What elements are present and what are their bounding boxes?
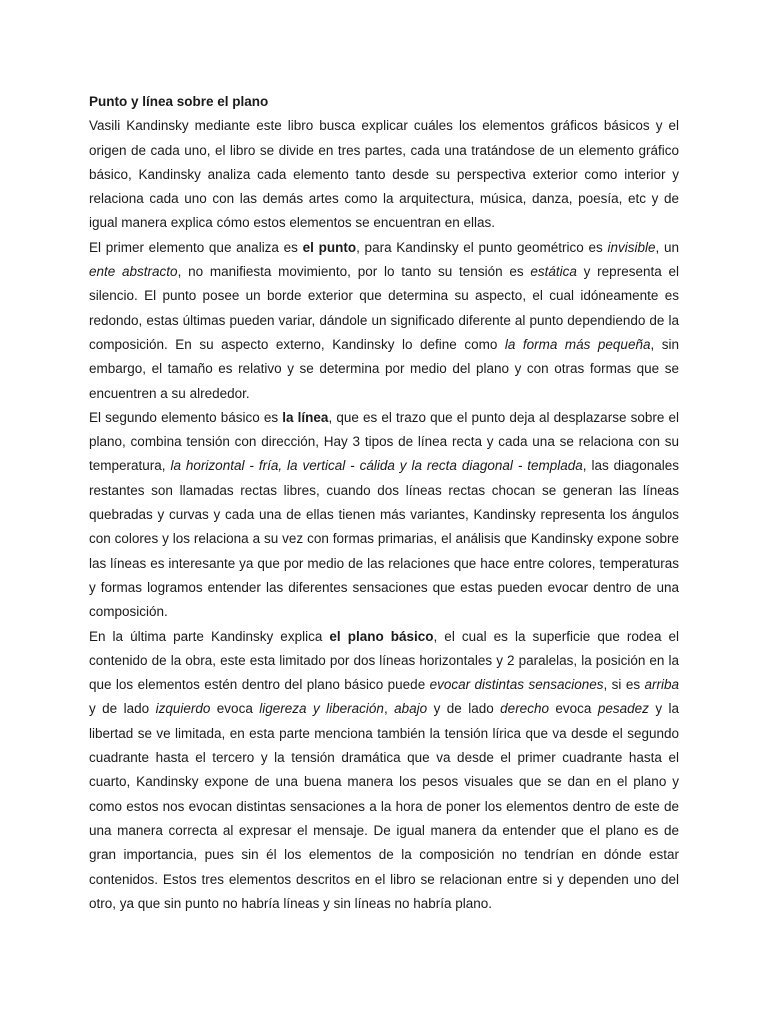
- text-run: , las diagonales restantes son llamadas rectas libres, cuando dos líneas rectas chocan se generan las líneas quebradas y curvas y cada una de ellas tienen más variantes, Kandinsky representa los ángulos con colores y los relaciona a su vez con formas primarias, el análisis que Kandinsky expone sobre las líneas es interesante ya que por medio de las relaciones que hace entre colores, temperaturas y formas logramos entender las diferentes sensaciones que estas pueden evocar dentro de una composición.: [89, 458, 679, 620]
- text-run: , sin embargo, el tamaño es relativo y se determina por medio del plano y con otras formas que se encuentren a su alrededor.: [89, 336, 679, 401]
- italic-phrase: abajo: [394, 701, 428, 717]
- paragraph-la-linea: [89, 406, 679, 625]
- paragraph-el-plano-basico: [89, 625, 679, 917]
- italic-phrase: derecho: [500, 701, 549, 717]
- document-page: [89, 90, 679, 916]
- bold-term: la línea: [282, 409, 329, 425]
- text-run: y de lado: [89, 701, 156, 717]
- italic-phrase: evocar distintas sensaciones: [429, 677, 604, 693]
- text-run: , si es: [603, 677, 645, 693]
- bold-term: el punto: [302, 239, 357, 255]
- text-run: Vasili Kandinsky mediante este libro busca explicar cuáles los elementos gráficos básicos y el origen de cada uno, el libro se divide en tres partes, cada una tratándose de un elemento gráfico básico, Kandinsky analiza cada elemento tanto desde su perspectiva exterior como interior y relaciona cada uno con las demás artes como la arquitectura, música, danza, poesía, etc y de igual manera explica cómo estos elementos se encuentran en ellas.: [89, 118, 679, 231]
- text-run: evoca: [210, 701, 260, 717]
- text-run: , para Kandinsky el punto geométrico es: [356, 239, 608, 255]
- italic-phrase: ente abstracto: [89, 264, 178, 280]
- text-run: y la libertad se ve limitada, en esta parte menciona también la tensión lírica que va desde el segundo cuadrante hasta el tercero y la tensión dramática que va desde el primer cuadrante hasta el cuarto, Kandinsky expone de una buena manera los pesos visuales que se dan en el plano y como estos nos evocan distintas sensaciones a la hora de poner los elementos dentro de este de una manera correcta al expresar el mensaje. De igual manera da entender que el plano es de gran importancia, pues sin él los elementos de la composición no tendrían en dónde estar contenidos. Estos tres elementos descritos en el libro se relacionan entre si y dependen uno del otro, ya que sin punto no habría líneas y sin líneas no habría plano.: [89, 701, 680, 911]
- italic-phrase: ligereza y liberación: [259, 701, 384, 717]
- text-run: , un: [655, 239, 679, 255]
- text-run: , el cual es la superficie que rodea el contenido de la obra, este esta limitado por dos líneas horizontales y 2 paralelas, la posición en la que los elementos estén dentro del plano básico puede: [89, 628, 679, 693]
- text-run: , que es el trazo que el punto deja al desplazarse sobre el plano, combina tensión con dirección, Hay 3 tipos de línea recta y cada una se relaciona con su temperatura,: [89, 409, 679, 474]
- paragraph-intro: [89, 114, 679, 235]
- paragraph-el-punto: [89, 236, 679, 406]
- italic-phrase: pesadez: [597, 701, 649, 717]
- text-run: y de lado: [427, 701, 501, 717]
- italic-phrase: izquierdo: [155, 701, 211, 717]
- text-run: En la última parte Kandinsky explica: [89, 628, 330, 644]
- bold-term: el plano básico: [329, 628, 434, 644]
- document-title: Punto y línea sobre el plano: [89, 94, 269, 109]
- italic-phrase: invisible: [607, 239, 656, 255]
- text-run: El segundo elemento básico es: [89, 409, 283, 425]
- text-run: y representa el silencio. El punto posee un borde exterior que determina su aspecto, el cual idóneamente es redondo, estas últimas pueden variar, dándole un significado diferente al punto dependiendo de la composición. En su aspecto externo, Kandinsky lo define como: [89, 264, 679, 352]
- text-run: ,: [383, 701, 395, 717]
- text-run: , no manifiesta movimiento, por lo tanto su tensión es: [177, 264, 531, 280]
- italic-phrase: arriba: [644, 677, 679, 693]
- text-run: evoca: [548, 701, 598, 717]
- italic-phrase: la horizontal - fría, la vertical - cálida y la recta diagonal - templada: [170, 458, 583, 474]
- italic-phrase: estática: [530, 264, 577, 280]
- italic-phrase: la forma más pequeña: [504, 336, 651, 352]
- text-run: El primer elemento que analiza es: [89, 239, 303, 255]
